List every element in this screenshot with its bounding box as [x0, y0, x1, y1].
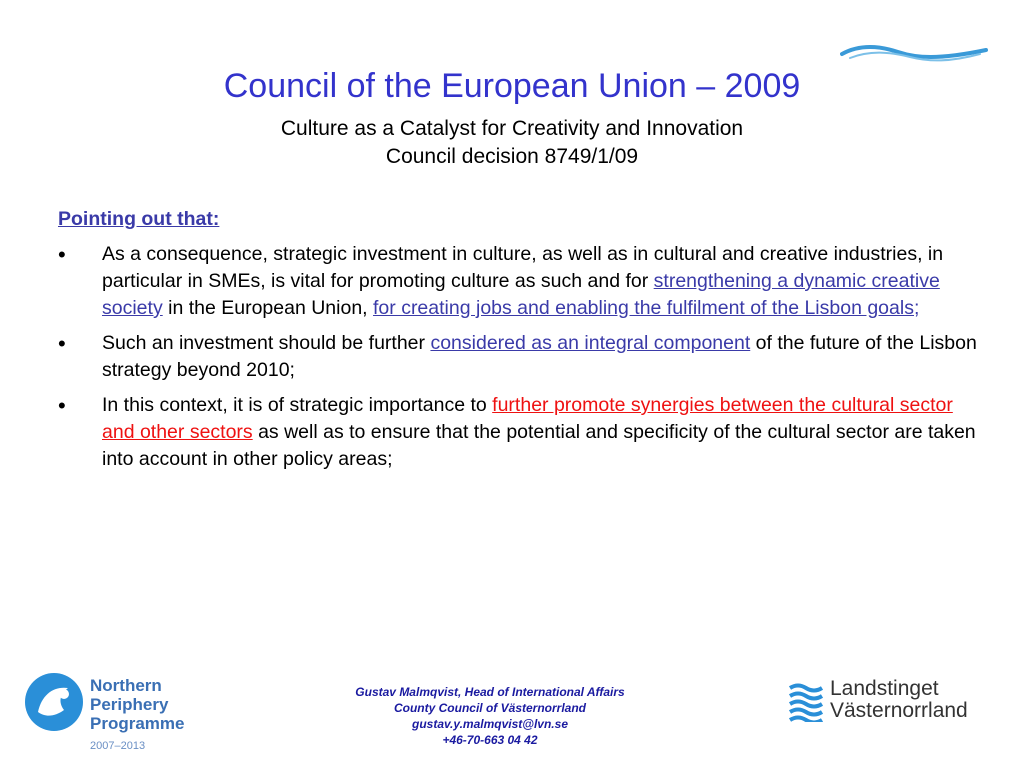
content-body — [58, 206, 988, 481]
section-heading: Pointing out that: — [58, 208, 220, 230]
bullet-icon: • — [58, 393, 66, 418]
contact-org: County Council of Västernorrland — [393, 701, 586, 715]
subtitle — [0, 115, 1024, 171]
bullet-item: • As a consequence, strategic investment in culture, as well as in cultural and creative industries, in particular in SMEs, is vital for promoting culture as such and for strengthening a dynamic creative society in the European Union, for creating jobs and enabling the fulfilment of the Lisbon goals; — [58, 242, 944, 319]
npp-logo-text: Northern Periphery Programme — [90, 676, 185, 733]
landstinget-logo-text: Landstinget Västernorrland — [830, 677, 968, 722]
bullet-icon: • — [58, 331, 66, 356]
contact-info — [300, 684, 680, 748]
link-integral-component: considered as an integral component — [430, 332, 751, 354]
contact-email: gustav.y.malmqvist@lvn.se — [412, 717, 568, 731]
contact-name: Gustav Malmqvist, Head of International Affairs — [355, 685, 625, 699]
link-jobs-lisbon: for creating jobs and enabling the fulfilment of the Lisbon goals; — [373, 297, 920, 319]
npp-years: 2007–2013 — [90, 740, 146, 752]
page-title: Council of the European Union – 2009 — [223, 67, 801, 105]
link-promote-synergies: further promote synergies between the cultural sector and other sectors — [102, 394, 953, 443]
landstinget-logo-icon — [788, 680, 824, 722]
bullet-icon: • — [58, 242, 66, 267]
bullet-item: • In this context, it is of strategic importance to further promote synergies between the cultural sector and other sectors as well as to ensure that the potential and specificity of the cultural sector are taken into account in other policy areas; — [58, 393, 976, 470]
bullet-item: • Such an investment should be further considered as an integral component of the future of the Lisbon strategy beyond 2010; — [58, 331, 977, 381]
subtitle-line-1: Culture as a Catalyst for Creativity and Innovation — [280, 117, 744, 140]
subtitle-line-2: Council decision 8749/1/09 — [385, 145, 639, 168]
contact-phone: +46-70-663 04 42 — [442, 733, 538, 747]
link-dynamic-creative-society: strengthening a dynamic creative society — [102, 270, 940, 319]
